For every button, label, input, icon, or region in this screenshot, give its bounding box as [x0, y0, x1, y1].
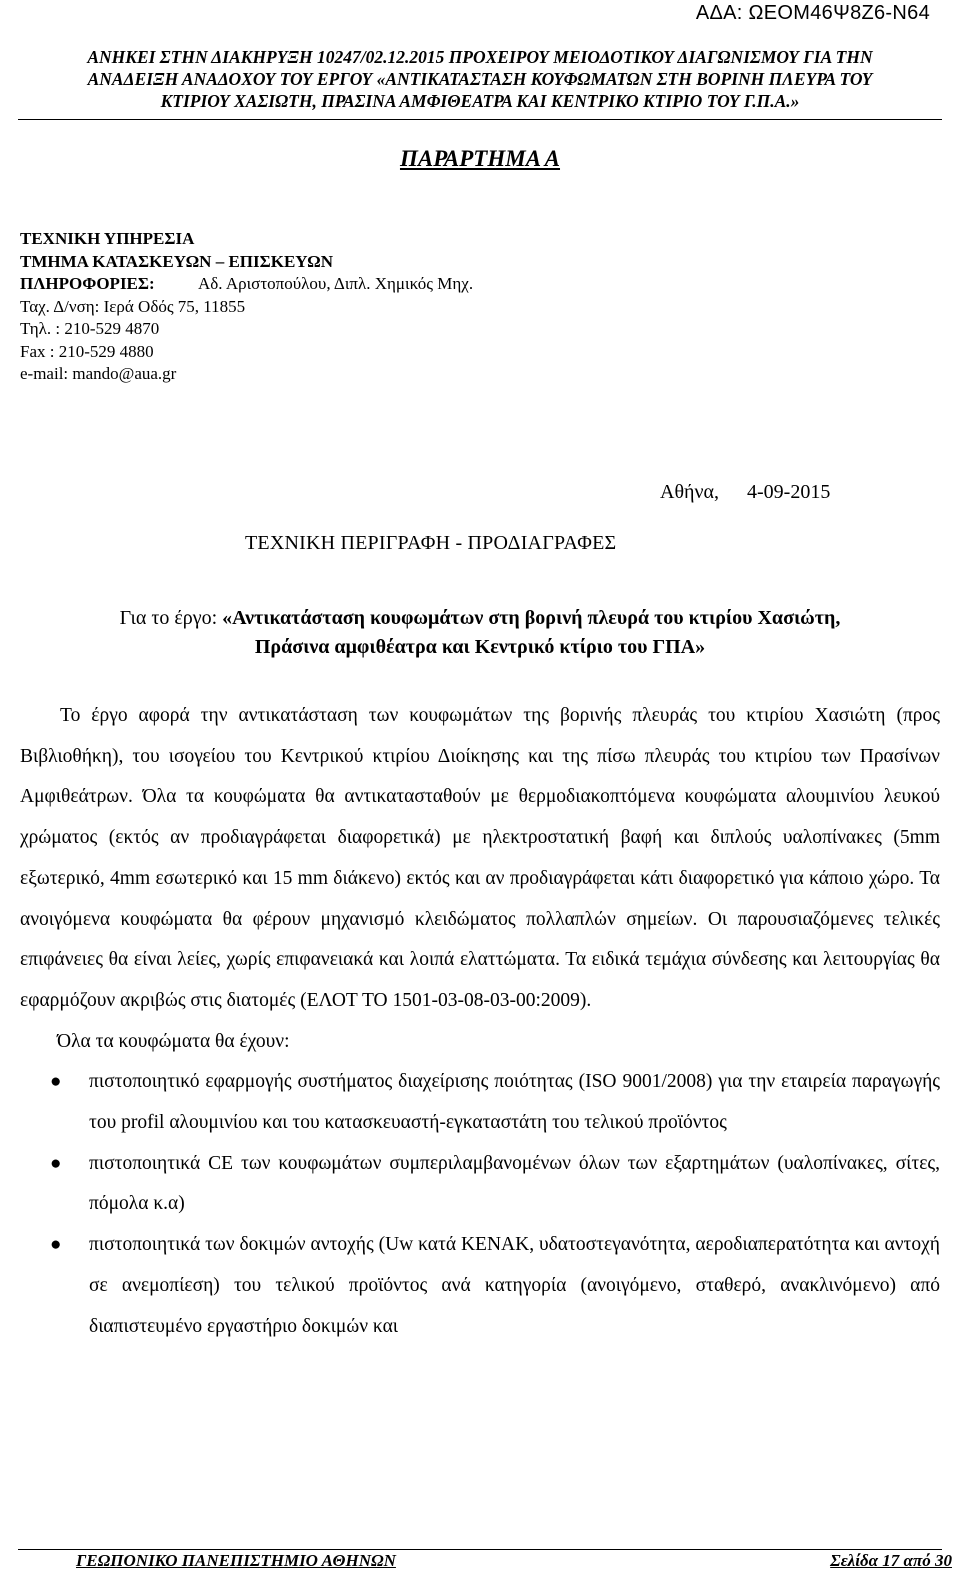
spec-title: ΤΕΧΝΙΚΗ ΠΕΡΙΓΡΑΦΗ - ΠΡΟΔΙΑΓΡΑΦΕΣ	[245, 532, 617, 554]
bullet-icon: ●	[50, 1071, 62, 1093]
list-item	[20, 1225, 940, 1347]
service-name: ΤΕΧΝΙΚΗ ΥΠΗΡΕΣΙΑ	[20, 229, 195, 248]
header-line: ΑΝΗΚΕΙ ΣΤΗΝ ΔΙΑΚΗΡΥΞΗ 10247/02.12.2015 ΠΡΟΧΕΙΡΟΥ ΜΕΙΟΔΟΤΙΚΟΥ ΔΙΑΓΩΝΙΣΜΟΥ ΓΙΑ ΤΗΝ	[87, 47, 873, 67]
tender-header	[20, 46, 940, 112]
info-label: ΠΛΗΡΟΦΟΡΙΕΣ:	[20, 274, 155, 293]
email-line: e-mail: mando@aua.gr	[20, 364, 177, 383]
footer-divider	[18, 1549, 942, 1550]
ada-code: ΑΔΑ: ΩΕΟΜ46Ψ8Ζ6-Ν64	[695, 2, 930, 24]
footer-university: ΓΕΩΠΟΝΙΚΟ ΠΑΝΕΠΙΣΤΗΜΙΟ ΑΘΗΝΩΝ	[76, 1551, 396, 1570]
bullet-icon: ●	[50, 1152, 62, 1174]
page-number: Σελίδα 17 από 30	[830, 1551, 952, 1570]
sender-block	[20, 228, 473, 386]
department-name: ΤΜΗΜΑ ΚΑΤΑΣΚΕΥΩΝ – ΕΠΙΣΚΕΥΩΝ	[20, 251, 334, 271]
list-intro: Όλα τα κουφώματα θα έχουν:	[57, 1030, 290, 1052]
project-line-2	[20, 633, 940, 662]
header-line: ΚΤΙΡΙΟΥ ΧΑΣΙΩΤΗ, ΠΡΑΣΙΝΑ ΑΜΦΙΘΕΑΤΡΑ ΚΑΙ ΚΕΝΤΡΙΚΟ ΚΤΙΡΙΟ ΤΟΥ Γ.Π.Α.»	[160, 91, 800, 111]
info-value: Αδ. Αριστοπούλου, Διπλ. Χημικός Μηχ.	[198, 274, 474, 293]
annex-title: ΠΑΡΑΡΤΗΜΑ Α	[399, 146, 561, 171]
list-item	[20, 1062, 940, 1143]
fax-line: Fax : 210-529 4880	[20, 341, 154, 361]
list-item	[20, 1144, 940, 1225]
list-item-text: πιστοποιητικό εφαρμογής συστήματος διαχείρισης ποιότητας (ISO 9001/2008) για την εταιρεία παραγωγής του profil αλουμινίου και του κατασκευαστή-εγκαταστάτη του τελικού προϊόντος	[89, 1071, 940, 1134]
date-city: Αθήνα,	[660, 481, 720, 503]
project-name-line-2: Πράσινα αμφιθέατρα και Κεντρικό κτίριο του ΓΠΑ»	[254, 636, 706, 658]
project-prefix: Για το έργο:	[119, 607, 223, 629]
body-paragraph: Το έργο αφορά την αντικατάσταση των κουφωμάτων της βορινής πλευράς του κτιρίου Χασιώτη (προς Βιβλιοθήκη), του ισογείου του Κεντρικού κτιρίου Διοίκησης και της πίσω πλευράς του κτιρίου των Πρασίνων Αμφιθεάτρων. Όλα τα κουφώματα θα αντικατασταθούν με θερμοδιακοπτόμενα κουφώματα αλουμινίου λευκού χρώματος (εκτός αν προδιαγράφεται διαφορετικά) με ηλεκτροστατική βαφή και διπλούς υαλοπίνακες (5mm εξωτερικό, 4mm εσωτερικό και 15 mm διάκενο) εκτός και αν προδιαγράφεται κάτι διαφορετικό για κάποιο χώρο. Τα ανοιγόμενα κουφώματα θα φέρουν μηχανισμό κλειδώματος πολλαπλών σημείων. Οι παρουσιαζόμενες τελικές επιφάνειες θα είναι λείες, χωρίς επιφανειακά και λοιπά ελαττώματα. Τα ειδικά τεμάχια σύνδεσης και λειτουργίας θα εφαρμόζουν ακριβώς στις διατομές (ΕΛΟΤ ΤΟ 1501-03-08-03-00:2009).	[20, 705, 940, 1011]
phone-line: Τηλ. : 210-529 4870	[20, 319, 160, 338]
list-item-text: πιστοποιητικά CE των κουφωμάτων συμπεριλαμβανομένων όλων των εξαρτημάτων (υαλοπίνακες, σίτες, πόμολα κ.α)	[89, 1152, 940, 1215]
address-line: Ταχ. Δ/νση: Ιερά Οδός 75, 11855	[20, 296, 246, 316]
date-value: 4-09-2015	[747, 481, 831, 503]
list-item-text: πιστοποιητικά των δοκιμών αντοχής (Uw κατά ΚΕΝΑΚ, υδατοστεγανότητα, αεροδιαπερατότητα και αντοχή σε ανεμοπίεση) του τελικού προϊόντος ανά κατηγορία (ανοιγόμενο, σταθερό, ανακλινόμενο) από διαπιστευμένο εργαστήριο δοκιμών και	[89, 1234, 940, 1337]
header-divider	[18, 119, 942, 120]
bullet-icon: ●	[50, 1234, 62, 1256]
info-line	[20, 273, 473, 296]
project-name-line-1: «Αντικατάσταση κουφωμάτων στη βορινή πλευρά του κτιρίου Χασιώτη,	[222, 607, 841, 629]
document-body	[20, 696, 940, 1347]
date-line	[660, 481, 830, 504]
project-line-1	[20, 604, 940, 633]
project-title	[20, 604, 940, 662]
requirements-list	[20, 1062, 940, 1347]
header-line: ΑΝΑΔΕΙΞΗ ΑΝΑΔΟΧΟΥ ΤΟΥ ΕΡΓΟΥ «ΑΝΤΙΚΑΤΑΣΤΑΣΗ ΚΟΥΦΩΜΑΤΩΝ ΣΤΗ ΒΟΡΙΝΗ ΠΛΕΥΡΑ ΤΟΥ	[87, 69, 873, 89]
